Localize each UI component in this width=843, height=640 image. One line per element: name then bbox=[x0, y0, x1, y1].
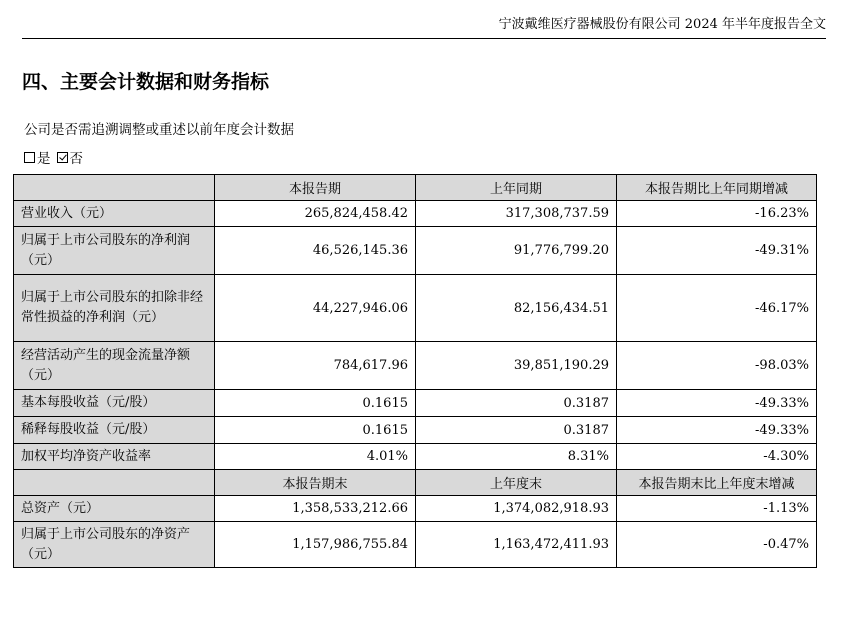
change-value: -98.03% bbox=[617, 342, 817, 390]
prior-value: 1,374,082,918.93 bbox=[416, 496, 617, 522]
prior-value: 82,156,434.51 bbox=[416, 275, 617, 342]
change-value: -46.17% bbox=[617, 275, 817, 342]
option-no bbox=[57, 147, 84, 167]
current-value: 46,526,145.36 bbox=[215, 227, 416, 275]
current-value: 1,358,533,212.66 bbox=[215, 496, 416, 522]
checkbox-checked-icon bbox=[57, 152, 68, 163]
prior-value: 91,776,799.20 bbox=[416, 227, 617, 275]
table-row bbox=[14, 496, 817, 522]
table-row bbox=[14, 227, 817, 275]
table-row bbox=[14, 390, 817, 417]
change-value: -49.31% bbox=[617, 227, 817, 275]
financial-data-table bbox=[13, 174, 817, 568]
current-value: 784,617.96 bbox=[215, 342, 416, 390]
change-value: -0.47% bbox=[617, 522, 817, 568]
prior-value: 1,163,472,411.93 bbox=[416, 522, 617, 568]
header-current-period: 本报告期 bbox=[215, 175, 416, 201]
row-label: 加权平均净资产收益率 bbox=[14, 444, 215, 470]
header-blank-cell bbox=[14, 470, 215, 496]
row-label: 基本每股收益（元/股） bbox=[14, 390, 215, 417]
option-no-label: 否 bbox=[69, 151, 83, 167]
restatement-options bbox=[24, 147, 83, 167]
prior-value: 8.31% bbox=[416, 444, 617, 470]
current-value: 265,824,458.42 bbox=[215, 201, 416, 227]
row-label: 营业收入（元） bbox=[14, 201, 215, 227]
option-yes bbox=[24, 147, 51, 167]
header-blank-cell bbox=[14, 175, 215, 201]
table-header-row bbox=[14, 470, 817, 496]
table-row bbox=[14, 342, 817, 390]
page-header bbox=[22, 14, 826, 39]
table-row bbox=[14, 522, 817, 568]
change-value: -16.23% bbox=[617, 201, 817, 227]
table-header-row bbox=[14, 175, 817, 201]
report-title: 宁波戴维医疗器械股份有限公司 2024 年半年度报告全文 bbox=[498, 17, 826, 32]
prior-value: 0.3187 bbox=[416, 390, 617, 417]
option-yes-label: 是 bbox=[37, 151, 51, 167]
row-label: 总资产（元） bbox=[14, 496, 215, 522]
table-row bbox=[14, 201, 817, 227]
change-value: -1.13% bbox=[617, 496, 817, 522]
prior-value: 317,308,737.59 bbox=[416, 201, 617, 227]
restatement-question: 公司是否需追溯调整或重述以前年度会计数据 bbox=[24, 122, 294, 138]
current-value: 0.1615 bbox=[215, 390, 416, 417]
prior-value: 0.3187 bbox=[416, 417, 617, 444]
row-label: 经营活动产生的现金流量净额（元） bbox=[14, 342, 215, 390]
table-row bbox=[14, 275, 817, 342]
current-value: 44,227,946.06 bbox=[215, 275, 416, 342]
current-value: 1,157,986,755.84 bbox=[215, 522, 416, 568]
table-row bbox=[14, 417, 817, 444]
header-prior-year-end: 上年度末 bbox=[416, 470, 617, 496]
current-value: 0.1615 bbox=[215, 417, 416, 444]
change-value: -49.33% bbox=[617, 417, 817, 444]
row-label: 稀释每股收益（元/股） bbox=[14, 417, 215, 444]
header-prior-period: 上年同期 bbox=[416, 175, 617, 201]
section-title: 四、主要会计数据和财务指标 bbox=[22, 71, 270, 93]
table-row bbox=[14, 444, 817, 470]
header-period-end: 本报告期末 bbox=[215, 470, 416, 496]
current-value: 4.01% bbox=[215, 444, 416, 470]
prior-value: 39,851,190.29 bbox=[416, 342, 617, 390]
change-value: -49.33% bbox=[617, 390, 817, 417]
row-label: 归属于上市公司股东的净利润（元） bbox=[14, 227, 215, 275]
row-label: 归属于上市公司股东的扣除非经常性损益的净利润（元） bbox=[14, 275, 215, 342]
row-label: 归属于上市公司股东的净资产（元） bbox=[14, 522, 215, 568]
header-change: 本报告期末比上年度末增减 bbox=[617, 470, 817, 496]
checkbox-unchecked-icon bbox=[24, 152, 35, 163]
header-change: 本报告期比上年同期增减 bbox=[617, 175, 817, 201]
change-value: -4.30% bbox=[617, 444, 817, 470]
